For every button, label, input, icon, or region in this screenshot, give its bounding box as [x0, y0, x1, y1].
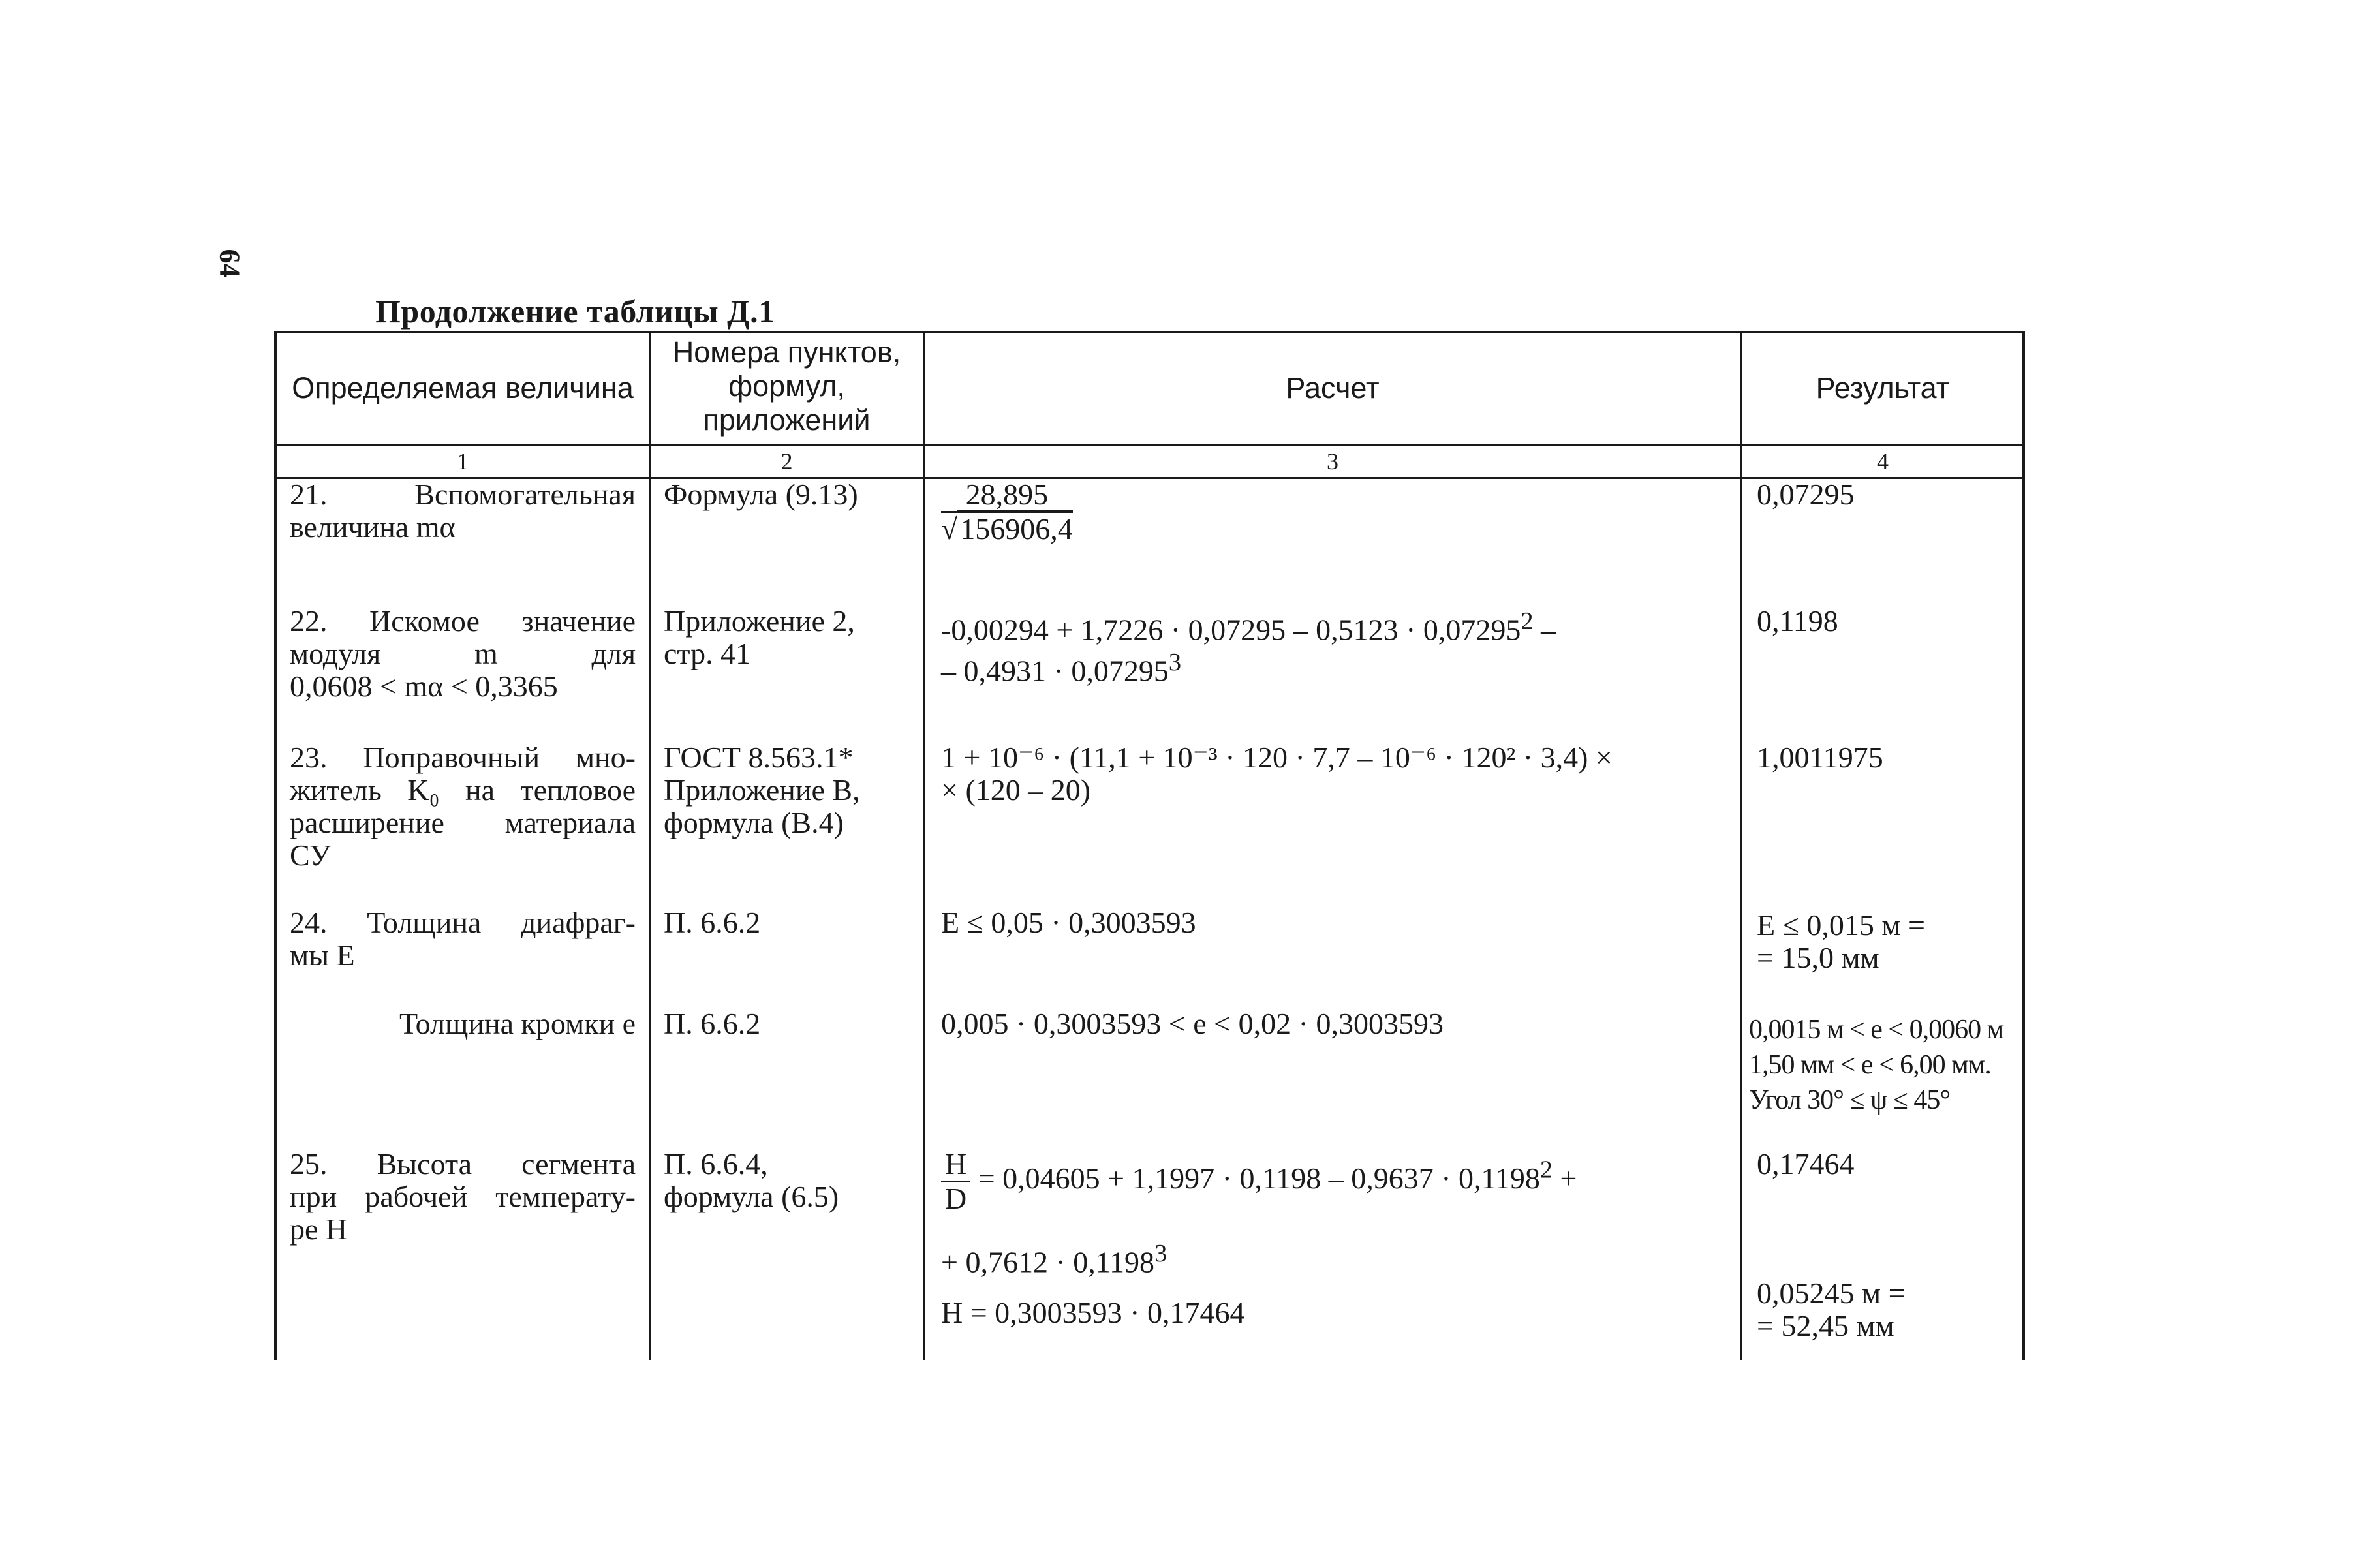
text-line: формула (В.4)	[664, 806, 844, 839]
table-row-21-reference	[664, 478, 918, 511]
text-line: 1,50 мм < e < 6,00 мм.	[1749, 1050, 1991, 1080]
formula-part: – 0,4931 · 0,07295	[941, 654, 1169, 688]
table-row-24b-reference	[664, 1008, 918, 1040]
table-row-25-calculation	[941, 1148, 1737, 1329]
header-quantity: Определяемая величина	[292, 371, 634, 405]
page-number: 64	[213, 249, 246, 278]
text-line: 0,0608 < mα < 0,3365	[290, 670, 558, 703]
text-line	[941, 646, 1731, 687]
table-row-24b-result	[1749, 1012, 2023, 1118]
superscript: 3	[1168, 649, 1181, 677]
text-line: П. 6.6.4,	[664, 1147, 768, 1181]
formula-part: + 0,7612 · 0,1198	[941, 1245, 1155, 1279]
text-line: E ≤ 0,015 м =	[1757, 908, 1925, 942]
fraction-denominator: D	[945, 1182, 967, 1215]
text-line: расширение материала	[290, 806, 636, 839]
text-line: H = 0,3003593 · 0,17464	[941, 1296, 1245, 1330]
text-line: E ≤ 0,05 · 0,3003593	[941, 906, 1196, 939]
table-row-25-reference	[664, 1148, 918, 1213]
text-line: Приложение 2,	[664, 604, 855, 638]
table-row-24-reference	[664, 906, 918, 939]
superscript: 2	[1539, 1156, 1553, 1184]
header-divider	[277, 444, 2022, 446]
superscript: 3	[1154, 1240, 1167, 1267]
text-line: стр. 41	[664, 637, 751, 670]
sqrt-sign: √	[941, 512, 958, 546]
text-line: ГОСТ 8.563.1*	[664, 741, 854, 774]
text-line: 1 + 10⁻⁶ · (11,1 + 10⁻³ · 120 · 7,7 – 10⁻⁶ · 120² · 3,4) ×	[941, 741, 1613, 774]
text-line: 24. Толщина диафраг-	[290, 906, 636, 939]
text-line: СУ	[290, 839, 331, 872]
text-line: П. 6.6.2	[664, 1007, 761, 1040]
column-number: 3	[1327, 448, 1338, 474]
text-line: 0,1198	[1757, 604, 1838, 638]
header-reference-line: приложений	[703, 403, 871, 437]
header-reference	[651, 335, 923, 437]
text-line: 23. Поправочный мно-	[290, 741, 636, 774]
text-line: 1,0011975	[1757, 741, 1883, 774]
text-line: 0,05245 м =	[1757, 1276, 1906, 1310]
fraction-numerator: 28,895	[941, 478, 1073, 513]
superscript: 2	[1521, 608, 1534, 635]
table-title: Продолжение таблицы Д.1	[375, 293, 775, 330]
table-row-24-result	[1757, 909, 2018, 974]
table-row-22-quantity	[290, 605, 636, 703]
text-line: 21. Вспомогательная	[290, 478, 636, 511]
header-calculation: Расчет	[1286, 371, 1380, 405]
text-line	[941, 1237, 1737, 1278]
text-line: × (120 – 20)	[941, 773, 1091, 807]
text-line: модуля m для	[290, 637, 636, 670]
text-line: 0,0015 м < e < 0,0060 м	[1749, 1015, 2004, 1045]
table-row-25-result	[1757, 1148, 2018, 1342]
header-reference-line: Номера пунктов,	[672, 335, 901, 369]
table-row-24b-calculation	[941, 1008, 1731, 1040]
sqrt-radicand: 156906,4	[957, 510, 1073, 546]
column-number: 1	[457, 448, 469, 474]
table-row-24-quantity	[290, 906, 636, 972]
fraction-denominator	[941, 513, 1073, 546]
text-line: формула (6.5)	[664, 1180, 839, 1213]
table-row-22-reference	[664, 605, 918, 670]
column-divider	[649, 333, 651, 1360]
text-line: Толщина кромки e	[399, 1007, 636, 1040]
text-line: = 52,45 мм	[1757, 1309, 1894, 1342]
column-divider	[923, 333, 925, 1360]
text-line: ре H	[290, 1212, 348, 1246]
text-line	[941, 1148, 1737, 1215]
table-row-21-calculation	[941, 478, 1137, 546]
text-line: при рабочей температу-	[290, 1180, 636, 1213]
table-row-23-reference	[664, 741, 918, 839]
formula-part: –	[1533, 613, 1556, 647]
text-line: 0,17464	[1757, 1147, 1855, 1181]
text-line: П. 6.6.2	[664, 906, 761, 939]
column-divider	[1740, 333, 1742, 1360]
fraction	[941, 1148, 970, 1215]
text-line: житель K₀ на тепловое	[290, 773, 636, 807]
text-line: Угол 30° ≤ ψ ≤ 45°	[1749, 1085, 1951, 1115]
text-line: 0,07295	[1757, 478, 1855, 511]
formula-part: +	[1553, 1162, 1577, 1196]
table-row-23-result	[1757, 741, 2018, 774]
text-line: 22. Искомое значение	[290, 604, 636, 638]
formula-part: -0,00294 + 1,7226 · 0,07295 – 0,5123 · 0,07295	[941, 613, 1521, 647]
table-row-24-calculation	[941, 906, 1731, 939]
text-line	[941, 605, 1731, 646]
formula-part: = 0,04605 + 1,1997 · 0,1198 – 0,9637 · 0,1198	[978, 1162, 1540, 1196]
header-result: Результат	[1816, 371, 1950, 405]
header-reference-line: формул,	[728, 369, 845, 403]
column-number: 4	[1877, 448, 1889, 474]
table-row-24b-quantity	[290, 1008, 636, 1040]
column-number: 2	[780, 448, 793, 474]
text-line: = 15,0 мм	[1757, 941, 1879, 974]
table-row-22-result	[1757, 605, 2018, 638]
table-row-23-calculation	[941, 741, 1731, 807]
table-row-21-quantity	[290, 478, 636, 544]
table-row-25-quantity	[290, 1148, 636, 1246]
table-row-23-quantity	[290, 741, 636, 872]
table-row-21-result	[1757, 478, 2018, 511]
table-row-22-calculation	[941, 605, 1731, 688]
data-table	[274, 331, 2025, 1360]
fraction-numerator: H	[941, 1148, 970, 1182]
text-line: 25. Высота сегмента	[290, 1147, 636, 1181]
fraction	[941, 478, 1073, 546]
text-line: 0,005 · 0,3003593 < e < 0,02 · 0,3003593	[941, 1007, 1444, 1040]
text-line: Приложение В,	[664, 773, 860, 807]
text-line: Формула (9.13)	[664, 478, 858, 511]
text-line: величина mα	[290, 510, 456, 544]
text-line: мы E	[290, 938, 355, 972]
